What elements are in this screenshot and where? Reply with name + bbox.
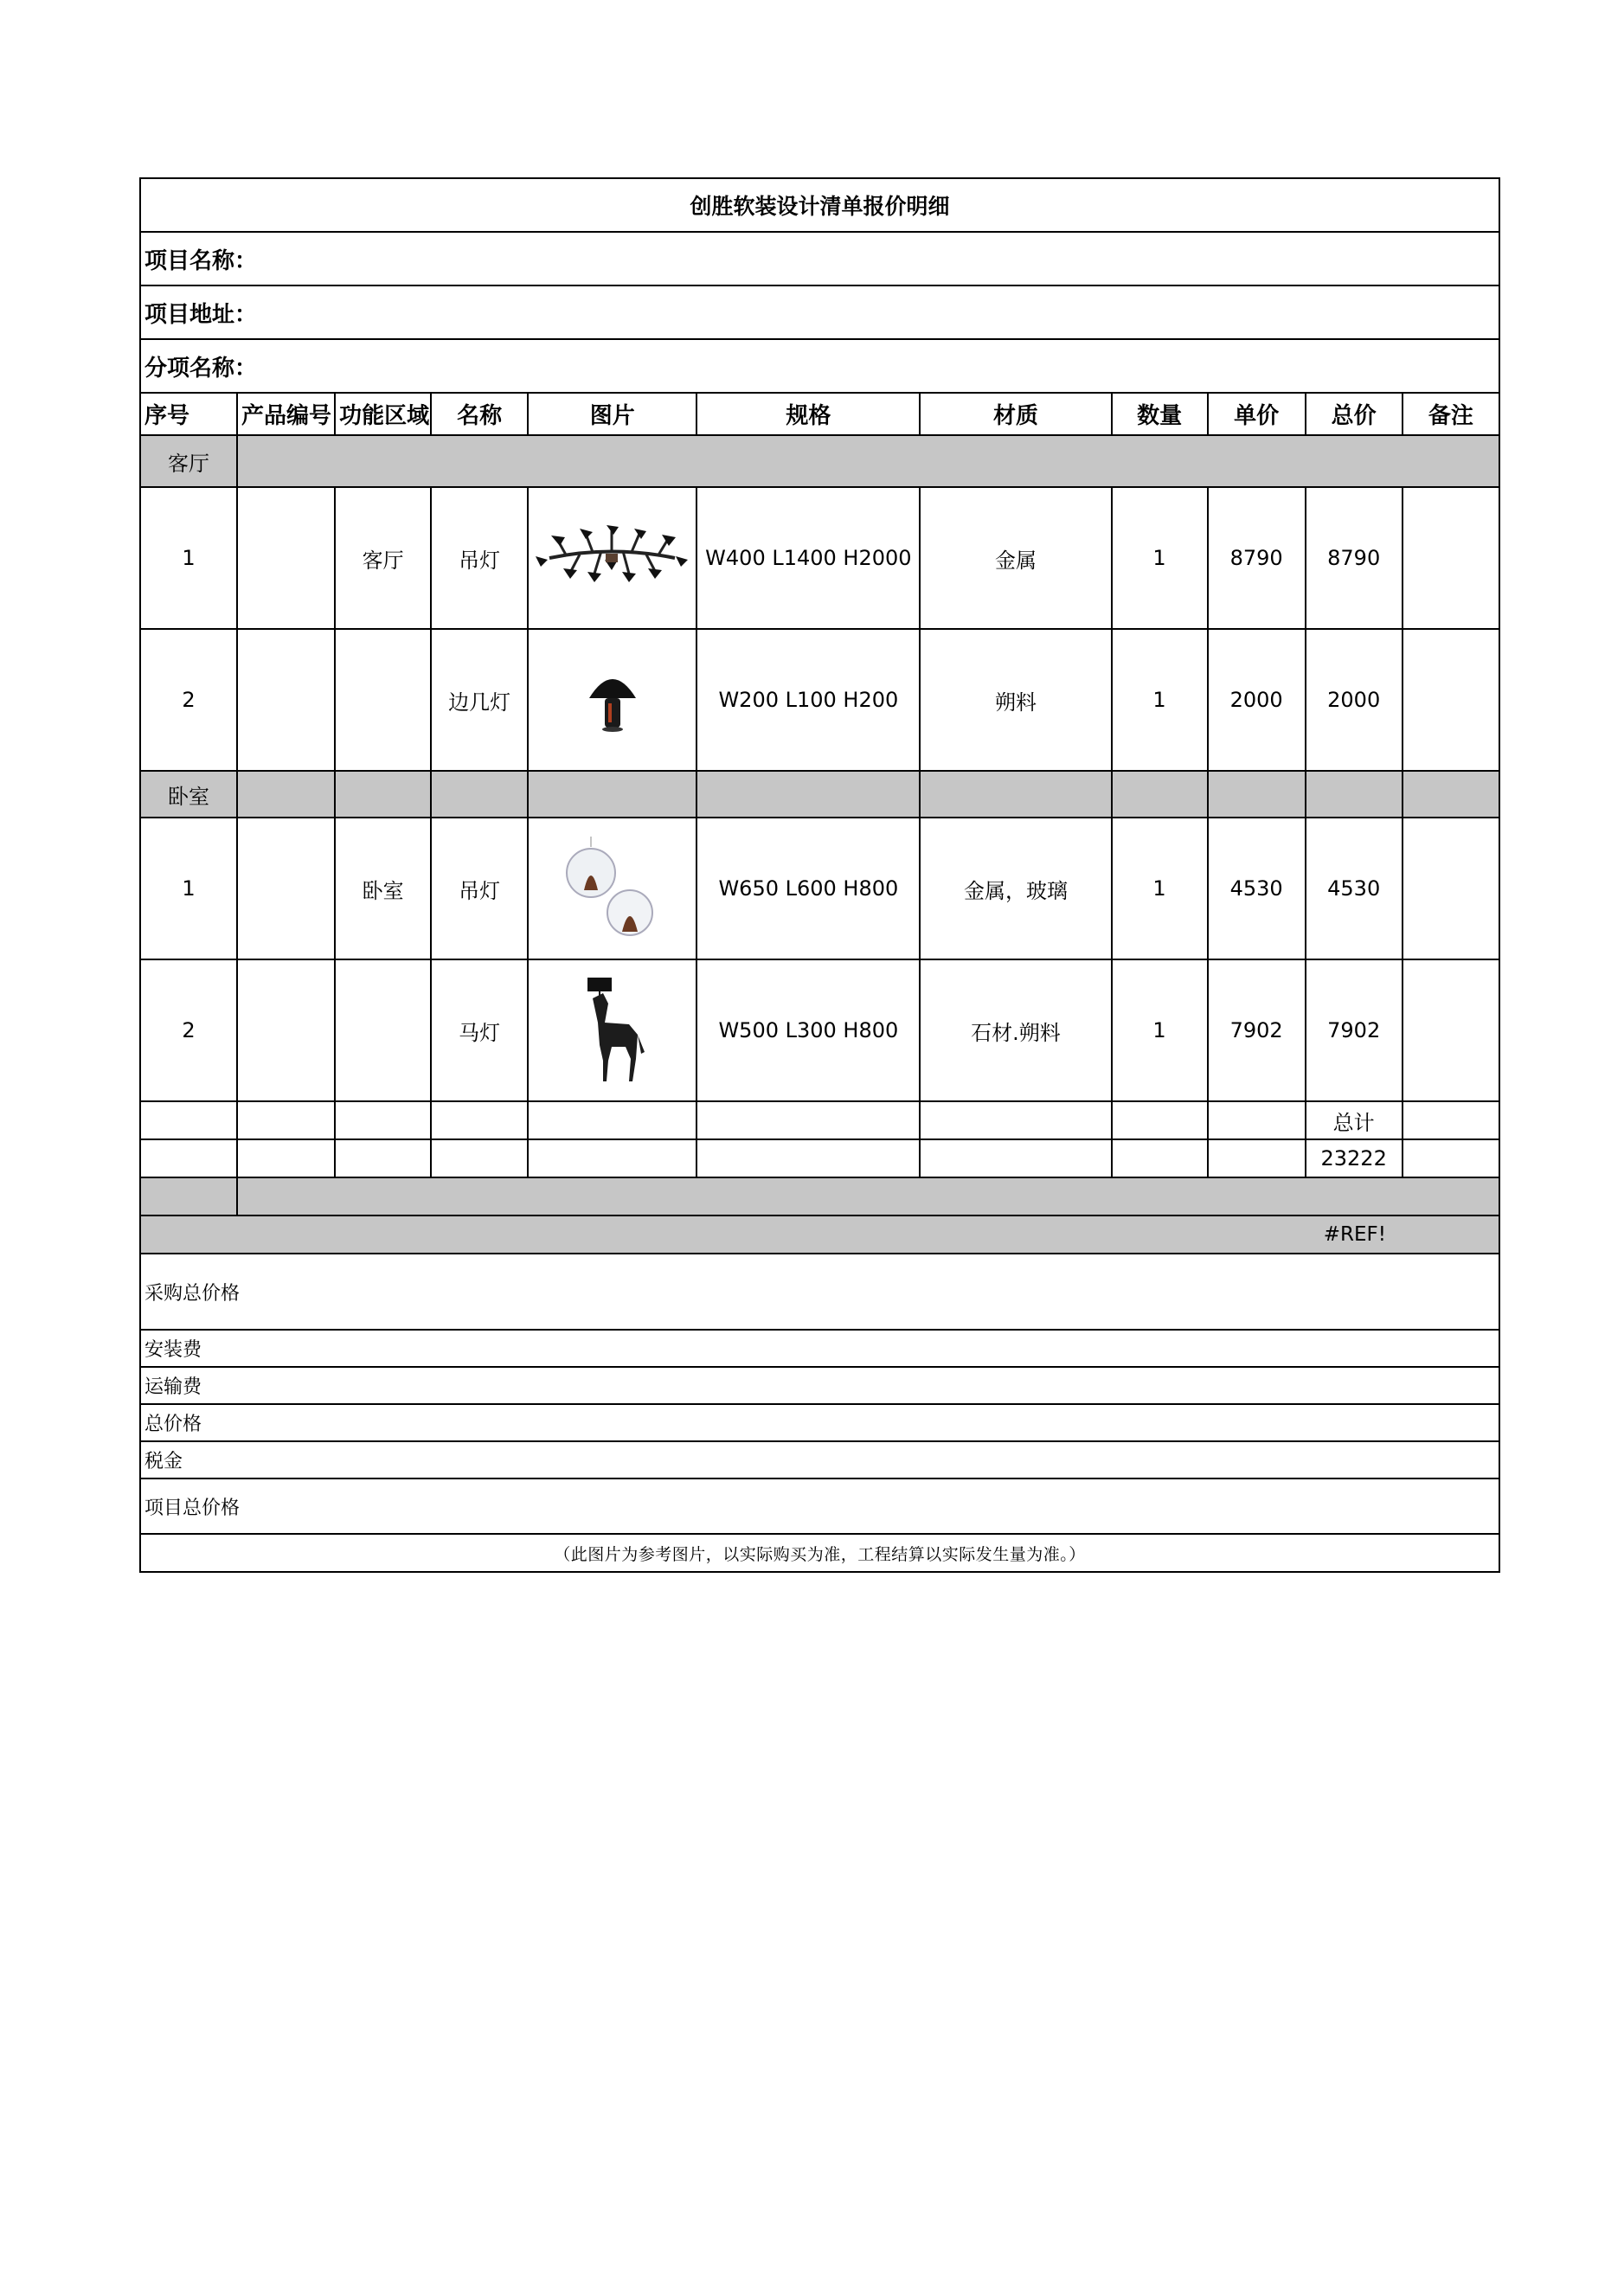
project-total-label: 项目总价格: [140, 1478, 1499, 1534]
item-remark: [1403, 959, 1499, 1101]
footnote: （此图片为参考图片，以实际购买为准，工程结算以实际发生量为准。）: [140, 1534, 1499, 1572]
subtotal-label-row: [140, 1101, 1499, 1139]
empty-cell: [1112, 1101, 1208, 1139]
header-spec: 规格: [696, 393, 920, 435]
table-row: [140, 487, 1499, 629]
chandelier-image: [532, 523, 692, 593]
sheet-title: 创胜软装设计清单报价明细: [140, 178, 1499, 232]
section-fill: [1403, 771, 1499, 818]
table-row: [140, 629, 1499, 771]
sub-item-name-label: 分项名称：: [140, 339, 1499, 393]
table-row: [140, 818, 1499, 959]
section-fill: [528, 771, 696, 818]
item-area: [335, 959, 431, 1101]
purchase-total-label: 采购总价格: [140, 1254, 1499, 1330]
quotation-table: [139, 177, 1500, 1573]
gray-cell: [237, 1177, 1499, 1215]
section-fill: [431, 771, 528, 818]
item-code: [237, 629, 335, 771]
ref-error-row: [140, 1215, 1499, 1254]
section-fill: [1306, 771, 1403, 818]
item-total: 8790: [1306, 487, 1403, 629]
empty-cell: [1208, 1139, 1306, 1177]
summary-row: [140, 1404, 1499, 1441]
item-no: 1: [140, 487, 237, 629]
empty-cell: [237, 1101, 335, 1139]
gray-spacer-row: [140, 1177, 1499, 1215]
section-label: 客厅: [140, 435, 237, 487]
empty-cell: [1403, 1139, 1499, 1177]
header-qty: 数量: [1112, 393, 1208, 435]
item-area: [335, 629, 431, 771]
item-unit-price: 8790: [1208, 487, 1306, 629]
empty-cell: [335, 1139, 431, 1177]
summary-row: [140, 1441, 1499, 1478]
item-image: [528, 959, 696, 1101]
empty-cell: [920, 1101, 1111, 1139]
section-fill: [1112, 771, 1208, 818]
item-material: 金属: [920, 487, 1111, 629]
total-price-label: 总价格: [140, 1404, 1499, 1441]
item-area: 卧室: [335, 818, 431, 959]
install-fee-label: 安装费: [140, 1330, 1499, 1367]
item-remark: [1403, 629, 1499, 771]
table-lamp-image: [582, 665, 643, 734]
item-no: 2: [140, 959, 237, 1101]
table-row: [140, 959, 1499, 1101]
item-material: 朔料: [920, 629, 1111, 771]
empty-cell: [528, 1139, 696, 1177]
glass-pendant-image: [565, 837, 660, 940]
empty-cell: [696, 1101, 920, 1139]
item-total: 7902: [1306, 959, 1403, 1101]
item-qty: 1: [1112, 629, 1208, 771]
summary-row: [140, 1478, 1499, 1534]
item-image: [528, 487, 696, 629]
header-image: 图片: [528, 393, 696, 435]
header-material: 材质: [920, 393, 1111, 435]
subtotal-value: 23222: [1306, 1139, 1403, 1177]
section-fill: [1208, 771, 1306, 818]
empty-cell: [920, 1139, 1111, 1177]
section-row-bedroom: [140, 771, 1499, 818]
header-no: 序号: [140, 393, 237, 435]
empty-cell: [696, 1139, 920, 1177]
item-name: 马灯: [431, 959, 528, 1101]
item-spec: W650 L600 H800: [696, 818, 920, 959]
gray-cell: [140, 1177, 237, 1215]
empty-cell: [1403, 1101, 1499, 1139]
quotation-sheet: [139, 177, 1500, 1573]
item-total: 2000: [1306, 629, 1403, 771]
empty-cell: [140, 1101, 237, 1139]
empty-cell: [140, 1139, 237, 1177]
item-no: 1: [140, 818, 237, 959]
item-code: [237, 959, 335, 1101]
item-unit-price: 4530: [1208, 818, 1306, 959]
item-qty: 1: [1112, 959, 1208, 1101]
item-material: 石材.朔料: [920, 959, 1111, 1101]
summary-row: [140, 1367, 1499, 1404]
item-image: [528, 629, 696, 771]
item-remark: [1403, 487, 1499, 629]
subtotal-value-row: [140, 1139, 1499, 1177]
empty-cell: [1112, 1139, 1208, 1177]
item-code: [237, 487, 335, 629]
summary-row: [140, 1330, 1499, 1367]
footnote-row: [140, 1534, 1499, 1572]
item-code: [237, 818, 335, 959]
section-fill: [335, 771, 431, 818]
item-unit-price: 2000: [1208, 629, 1306, 771]
item-name: 吊灯: [431, 487, 528, 629]
shipping-fee-label: 运输费: [140, 1367, 1499, 1404]
header-total: 总价: [1306, 393, 1403, 435]
empty-cell: [237, 1139, 335, 1177]
empty-cell: [431, 1139, 528, 1177]
tax-label: 税金: [140, 1441, 1499, 1478]
header-unit-price: 单价: [1208, 393, 1306, 435]
header-remark: 备注: [1403, 393, 1499, 435]
section-row-living-room: [140, 435, 1499, 487]
ref-error-value: #REF!: [140, 1215, 1499, 1254]
item-spec: W400 L1400 H2000: [696, 487, 920, 629]
item-area: 客厅: [335, 487, 431, 629]
item-no: 2: [140, 629, 237, 771]
item-image: [528, 818, 696, 959]
section-fill: [696, 771, 920, 818]
empty-cell: [335, 1101, 431, 1139]
item-unit-price: 7902: [1208, 959, 1306, 1101]
section-label: 卧室: [140, 771, 237, 818]
item-material: 金属，玻璃: [920, 818, 1111, 959]
section-fill: [237, 771, 335, 818]
project-name-label: 项目名称：: [140, 232, 1499, 285]
project-address-label: 项目地址：: [140, 285, 1499, 339]
header-name: 名称: [431, 393, 528, 435]
empty-cell: [1208, 1101, 1306, 1139]
header-row: [140, 393, 1499, 435]
item-name: 边几灯: [431, 629, 528, 771]
header-area: 功能区域: [335, 393, 431, 435]
horse-lamp-image: [574, 974, 652, 1087]
header-code: 产品编号: [237, 393, 335, 435]
item-qty: 1: [1112, 487, 1208, 629]
item-spec: W500 L300 H800: [696, 959, 920, 1101]
item-qty: 1: [1112, 818, 1208, 959]
item-total: 4530: [1306, 818, 1403, 959]
item-remark: [1403, 818, 1499, 959]
item-name: 吊灯: [431, 818, 528, 959]
section-fill: [237, 435, 1499, 487]
section-fill: [920, 771, 1111, 818]
item-spec: W200 L100 H200: [696, 629, 920, 771]
summary-row: [140, 1254, 1499, 1330]
empty-cell: [431, 1101, 528, 1139]
subtotal-label: 总计: [1306, 1101, 1403, 1139]
empty-cell: [528, 1101, 696, 1139]
